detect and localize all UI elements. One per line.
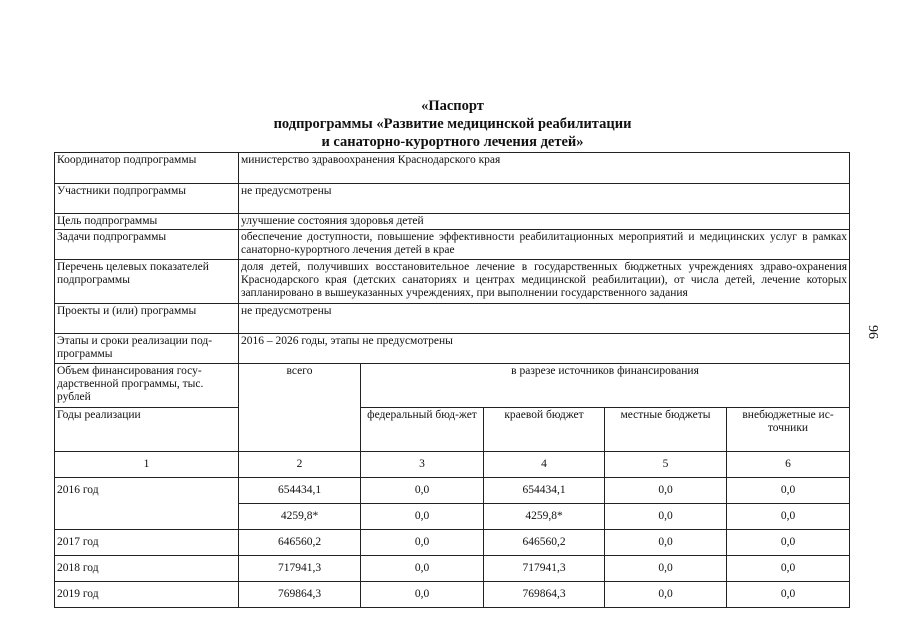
finance-federal: 0,0 xyxy=(361,556,484,582)
finance-local: 0,0 xyxy=(605,530,727,556)
finance-local: 0,0 xyxy=(605,556,727,582)
finance-federal: 0,0 xyxy=(361,530,484,556)
finance-extra-header: внебюджетные ис-точники xyxy=(727,408,850,452)
passport-value: обеспечение доступности, повышение эффективности реабилитационных мероприятий и медицинских услуг в рамках санаторно-курортного лечения детей в крае xyxy=(239,230,850,260)
finance-total: 654434,1 xyxy=(239,478,361,504)
finance-federal: 0,0 xyxy=(361,504,484,530)
passport-row xyxy=(55,214,850,230)
passport-row xyxy=(55,304,850,334)
finance-total: 4259,8* xyxy=(239,504,361,530)
passport-value: не предусмотрены xyxy=(239,184,850,214)
finance-federal-header: федеральный бюд-жет xyxy=(361,408,484,452)
finance-total: 717941,3 xyxy=(239,556,361,582)
finance-local: 0,0 xyxy=(605,504,727,530)
passport-value: доля детей, получивших восстановительное лечение в государственных бюджетных учреждениях здраво-охранения Краснодарского края (детских санаториях и центрах медицинской реабилитации), от числа детей, лечение которых запланировано в вышеуказанных учреждениях, при выполнении государственного задания xyxy=(239,260,850,304)
passport-row xyxy=(55,230,850,260)
finance-extra: 0,0 xyxy=(727,556,850,582)
finance-extra: 0,0 xyxy=(727,478,850,504)
heading-line-2: подпрограммы «Развитие медицинской реабилитации xyxy=(273,116,632,132)
passport-label: Цель подпрограммы xyxy=(55,214,239,230)
finance-regional: 4259,8* xyxy=(484,504,605,530)
finance-year: 2019 год xyxy=(55,582,239,608)
finance-federal: 0,0 xyxy=(361,582,484,608)
passport-label: Координатор подпрограммы xyxy=(55,153,239,184)
finance-total-header: всего xyxy=(239,364,361,452)
finance-years-label: Годы реализации xyxy=(55,408,239,452)
finance-subheader-row xyxy=(55,408,850,452)
passport-label: Задачи подпрограммы xyxy=(55,230,239,260)
finance-row xyxy=(55,478,850,504)
passport-label: Перечень целевых показателей подпрограммы xyxy=(55,260,239,304)
finance-extra: 0,0 xyxy=(727,504,850,530)
finance-row xyxy=(55,530,850,556)
passport-value: 2016 – 2026 годы, этапы не предусмотрены xyxy=(239,334,850,364)
column-number: 3 xyxy=(361,452,484,478)
passport-table xyxy=(54,152,850,608)
finance-local-header: местные бюджеты xyxy=(605,408,727,452)
finance-regional: 646560,2 xyxy=(484,530,605,556)
page-number: 96 xyxy=(865,325,880,339)
passport-label: Участники подпрограммы xyxy=(55,184,239,214)
finance-year: 2016 год xyxy=(55,478,239,530)
finance-total: 769864,3 xyxy=(239,582,361,608)
finance-extra: 0,0 xyxy=(727,530,850,556)
finance-row xyxy=(55,582,850,608)
finance-regional: 717941,3 xyxy=(484,556,605,582)
finance-sources-header: в разрезе источников финансирования xyxy=(361,364,850,408)
passport-label: Проекты и (или) программы xyxy=(55,304,239,334)
finance-year: 2018 год xyxy=(55,556,239,582)
column-number-row xyxy=(55,452,850,478)
column-number: 1 xyxy=(55,452,239,478)
document-heading xyxy=(0,97,905,151)
finance-regional: 769864,3 xyxy=(484,582,605,608)
finance-header-row xyxy=(55,364,850,408)
passport-label: Этапы и сроки реализации под-программы xyxy=(55,334,239,364)
column-number: 6 xyxy=(727,452,850,478)
passport-row xyxy=(55,260,850,304)
finance-extra: 0,0 xyxy=(727,582,850,608)
finance-regional-header: краевой бюджет xyxy=(484,408,605,452)
finance-year: 2017 год xyxy=(55,530,239,556)
finance-federal: 0,0 xyxy=(361,478,484,504)
column-number: 5 xyxy=(605,452,727,478)
finance-local: 0,0 xyxy=(605,582,727,608)
passport-value: не предусмотрены xyxy=(239,304,850,334)
column-number: 4 xyxy=(484,452,605,478)
heading-line-1: «Паспорт xyxy=(421,98,484,114)
finance-row xyxy=(55,556,850,582)
column-number: 2 xyxy=(239,452,361,478)
passport-value: министерство здравоохранения Краснодарского края xyxy=(239,153,850,184)
finance-local: 0,0 xyxy=(605,478,727,504)
finance-total: 646560,2 xyxy=(239,530,361,556)
passport-value: улучшение состояния здоровья детей xyxy=(239,214,850,230)
heading-line-3: и санаторно-курортного лечения детей» xyxy=(321,134,584,150)
passport-row xyxy=(55,334,850,364)
finance-regional: 654434,1 xyxy=(484,478,605,504)
passport-row xyxy=(55,153,850,184)
passport-row xyxy=(55,184,850,214)
finance-volume-label: Объем финансирования госу-дарственной программы, тыс. рублей xyxy=(55,364,239,408)
